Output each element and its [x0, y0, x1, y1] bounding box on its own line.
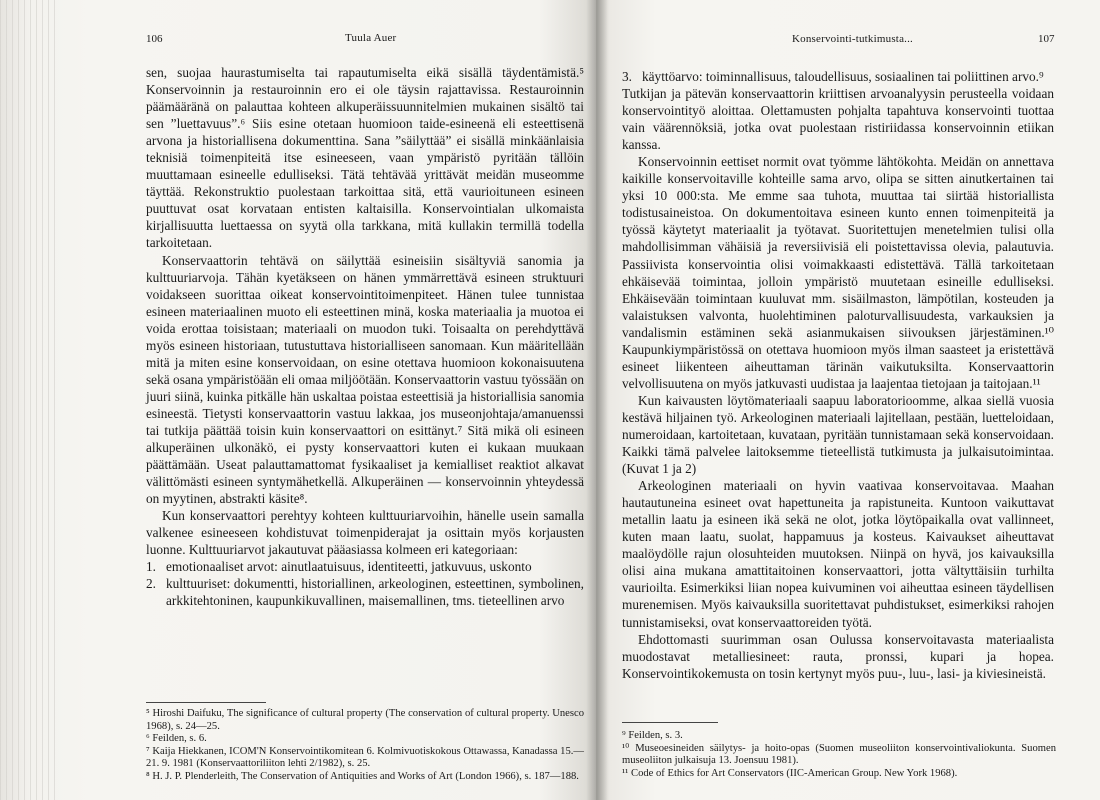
culture-values-list [146, 558, 584, 609]
paragraph: Konservaattorin tehtävä on säilyttää esineisiin sisältyviä sanomia ja kulttuuriarvoja. Tähän kyetäkseen on hänen ymmärrettävä esineen struktuuri voidakseen suorittaa oikeat konservointitoimenpiteet. Hänen tulee tunnistaa esineen materiaalinen muoto eli esteettinen minä, koska materiaalia ja muotoa ei voida erottaa toisistaan; materiaali on muodon tuki. Toisaalta on perehdyttävä myös esineen historiaan, tutustuttava historialliseen sanomaan. Kun määritellään mitä ja miten esine konservoidaan, on esine otettava huomioon kokonaisuutena sekä osana ympäristöään eli omaa miljöötään. Konservaattorin vastuu työssään on juuri siinä, kuinka pitkälle hän uskaltaa poistaa esteettisiä ja historiallisia sanomia esineestä. Tietysti konservaattorin vastuu lakkaa, jos museonjohtaja/amanuenssi tai tutkija päättää toisin kuin konservaattori on esittänyt.⁷ Sitä mikä oli esineen alkuperäinen ulkonäkö, ei pysty konservaattori kuten ei kukaan muukaan päättämään. Useat palauttamattomat fysikaaliset ja kemialliset reaktiot alkavat välittömästi esineen syntymähetkellä. Alkuperäinen — konservoinnin yhteydessä on myytinen, abstrakti käsite⁸. [146, 252, 584, 507]
footnote: ¹¹ Code of Ethics for Art Conservators (IIC-American Group. New York 1968). [622, 767, 958, 779]
footnote-rule-right [622, 722, 718, 723]
running-header-left: Tuula Auer [345, 32, 397, 44]
footnote-rule-left [146, 702, 266, 703]
list-text: käyttöarvo: toiminnallisuus, taloudellisuus, sosiaalinen tai poliittinen arvo.⁹ [642, 69, 1044, 84]
paragraph: Arkeologinen materiaali on hyvin vaativaa konservoitavaa. Maahan hautautuneina esineet ovat hapettuneita ja rapistuneita. Kuntoon vaikuttavat metallin laatu ja esineen ikä sekä ne olot, jotka löytöpaikalla ovat vallinneet, kuten maan laatu, suolat, happamuus ja kosteus. Kaivaukset aiheuttavat maalöydölle rajun olosuhteiden muutoksen. Niinpä on hyvä, jos kaivauksilla olisi aina mukana amattitaitoinen konservaattori, jotta vältyttäisiin turhilta vaurioilta. Esimerkiksi liian nopea kuivuminen voi aiheuttaa esineen täydellisen murenemisen. Myös kaivauksilla suoritettavat puhdistukset, esimerkiksi rahojen tunnistamiseksi, ovat konservaattoreiden työtä. [622, 478, 1054, 630]
page-edge-stack [0, 0, 60, 800]
footnotes-left [146, 708, 584, 784]
list-text: kulttuuriset: dokumentti, historiallinen, arkeologinen, esteettinen, symbolinen, arkkitehtoninen, kaupunkikuvallinen, maisemallinen, tms. tieteellinen arvo [166, 576, 584, 609]
list-number: 1. [146, 559, 156, 575]
list-item [622, 68, 1054, 85]
list-number: 2. [146, 576, 156, 592]
paragraph: Ehdottomasti suurimman osan Oulussa konservoitavasta materiaalista muodostavat metalliesineet: rauta, pronssi, kupari ja hopea. Konservointikokemusta on tosin kertynyt myös puu-, luu-, lasi- ja kiviesineistä. [622, 631, 1054, 681]
footnote: ¹⁰ Museoesineiden säilytys- ja hoito-opas (Suomen museoliiton konservointivaliokunta. Suomen museoliiton julkaisuja 13. Joensuu 1981). [622, 742, 1056, 767]
paragraph: Konservoinnin eettiset normit ovat työmme lähtökohta. Meidän on annettava kaikille konservoitaville kohteille sama arvo, olipa se sitten ainutkertainen tai yksi 10 000:sta. Me emme saa tuhota, muuttaa tai siirtää historiallista todistusaineistoa. On dokumentoitava esineen kunto ennen toimenpiteitä ja työssä käytetyt materiaalit ja työtavat. Suoritettujen menetelmien tulisi olla mahdollisimman vähäisiä ja reversiivisiä eli poistettavissa olevia, palautuvia. Passiivista konservointia olisi voimakkaasti edistettävä. Tällä tarkoitetaan ehkäisevää toimintaa, jolloin ympäristö muutetaan esineille edulliseksi. Ehkäisevään toimintaan kuuluvat mm. sisäilmaston, lämpötilan, kosteuden ja valaistuksen valvonta, huolehtiminen paloturvallisuudesta, varkauksien ja vandalismin estäminen sekä asianmukaisen siivouksen järjestäminen.¹⁰ Kaupunkiympäristössä on otettava huomioon myös ilman saasteet ja eristettävä esineet liikenteen aiheuttaman tärinän vaikutuksilta. Konservaattorin velvollisuutena on myös jatkuvasti uudistaa ja laajentaa tietojaan ja taitojaan.¹¹ [622, 154, 1054, 391]
footnote: ⁷ Kaija Hiekkanen, ICOM'N Konservointikomitean 6. Kolmivuotiskokous Ottawassa, Kanadassa 15.—21. 9. 1981 (Konservaattoriliiton lehti 2/1982), s. 25. [146, 745, 584, 770]
footnote: ⁵ Hiroshi Daifuku, The significance of cultural property (The conservation of cultural property. Unesco 1968), s. 24—25. [146, 708, 584, 732]
culture-values-list-continued [622, 68, 1054, 85]
paragraph: Tutkijan ja pätevän konservaattorin kriittisen arvoanalyysin perusteella voidaan konservointityö aloittaa. Olettamusten pohjalta tapahtuva konservointi tuottaa vain väärennöksiä, jotka ovat puolestaan ristiriidassa konservoinnin etiikan kanssa. [622, 86, 1054, 153]
footnote: ⁸ H. J. P. Plenderleith, The Conservation of Antiquities and Works of Art (London 1966), s. 187—188. [146, 770, 579, 782]
running-header-right: Konservointi-tutkimusta... [792, 33, 913, 45]
footnote: ⁹ Feilden, s. 3. [622, 730, 683, 741]
list-text: emotionaaliset arvot: ainutlaatuisuus, identiteetti, jatkuvuus, uskonto [166, 559, 532, 575]
right-page [596, 0, 1100, 800]
footnote: ⁶ Feilden, s. 6. [146, 733, 207, 745]
list-item [146, 575, 584, 609]
footnotes-right [622, 730, 1056, 780]
page-number-right: 107 [1038, 33, 1055, 45]
paragraph: sen, suojaa haurastumiselta tai rapautumiselta eikä sisällä täydentämistä.⁵ Konservoinnin ja restauroinnin ero ei ole täysin rajattavissa. Restauroinnin päämääränä on palauttaa kohteen alkuperäissuunnitelmien mukainen sisältö tai sen ”luettavuus”.⁶ Siis esine otetaan huomioon taide-esineenä eli esteettisenä arvona ja historiallisena dokumenttina. Sana ”säilyttää” ei sisällä minkäänlaisia teknisiä toimenpiteitä itse esineeseen, vaan ympäristö pyritään tällöin muuttamaan esineelle edulliseksi. Tätä tehtävää yrittävät meidän museomme täyttää. Rekonstruktio puolestaan tarkoittaa sitä, että vaurioituneen esineen puuttuvat osat korvataan entisten kaltaisilla. Konservointialan ulkomaista kirjallisuutta luettaessa on syytä olla tarkkana, mitä kullakin termillä todella tarkoitetaan. [146, 65, 584, 251]
paragraph: Kun konservaattori perehtyy kohteen kulttuuriarvoihin, hänelle usein samalla valkenee esineeseen kohdistuvat toimenpiderajat ja osittain myös korjausten luonne. Kulttuuriarvot jakautuvat pääasiassa kolmeen eri kategoriaan: [146, 508, 584, 558]
paragraph: Kun kaivausten löytömateriaali saapuu laboratorioomme, alkaa siellä vuosia kestävä hiljainen työ. Arkeologinen materiaali lajitellaan, pestään, luetteloidaan, numeroidaan, kartoitetaan, kuvataan, pyritään tunnistamaan sekä konservoidaan. Kaikki tämä palvelee laitoksemme tieteellistä tutkimusta ja julkaisutoimintaa. (Kuvat 1 ja 2) [622, 392, 1054, 477]
left-body [146, 64, 584, 610]
list-item [146, 558, 584, 575]
book-gutter [586, 0, 608, 800]
page-number-left: 106 [146, 33, 163, 45]
right-body [622, 68, 1054, 682]
list-number: 3. [622, 69, 632, 84]
